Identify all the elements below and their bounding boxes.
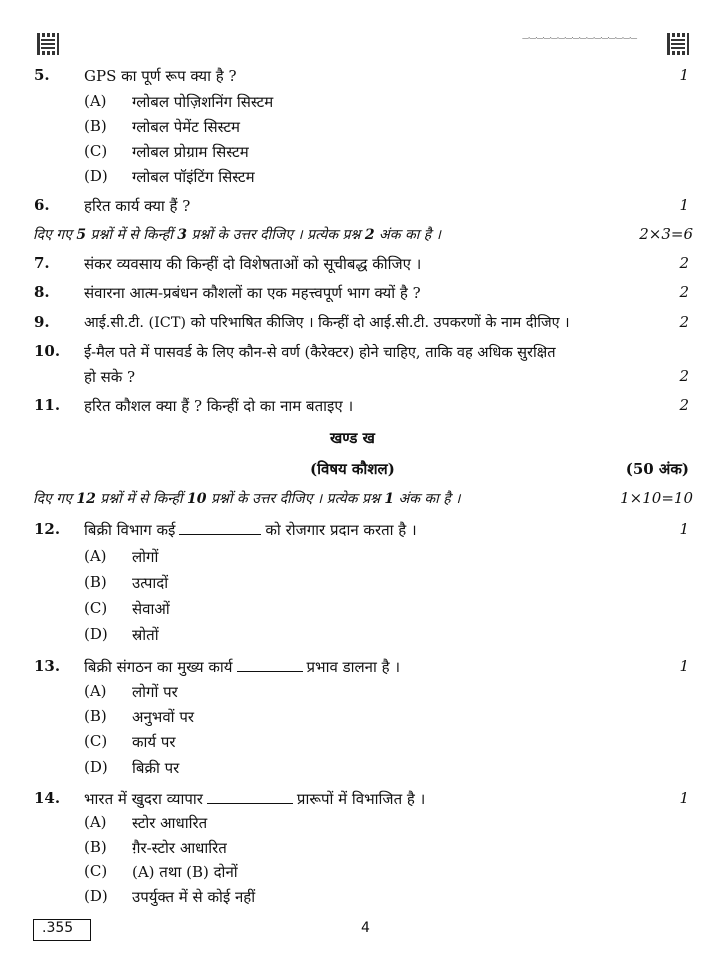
- question-text: GPS का पूर्ण रूप क्या है ?: [84, 67, 237, 85]
- page-number: 4: [361, 920, 370, 936]
- question-number: 14.: [34, 789, 61, 807]
- option-text: ग्लोबल पॉइंटिंग सिस्टम: [132, 168, 255, 186]
- option-text: लोगों पर: [132, 683, 178, 701]
- header-strip: —·—·—·—·—·—·—·—·—·—·—·—·—·—·—·—: [522, 34, 637, 42]
- question-marks: 2: [679, 396, 689, 414]
- option-text: स्टोर आधारित: [132, 814, 208, 832]
- option-text: कार्य पर: [132, 733, 176, 751]
- option-label: (D): [84, 887, 108, 905]
- question-text: बिक्री संगठन का मुख्य कार्य प्रभाव डालना है ।: [84, 658, 401, 676]
- option-label: (C): [84, 142, 108, 160]
- option-text: ग्लोबल पेमेंट सिस्टम: [132, 118, 240, 136]
- answer-blank: [179, 533, 261, 535]
- option-text: लोगों: [132, 548, 159, 566]
- question-marks: 2: [679, 313, 689, 331]
- option-label: (A): [84, 813, 107, 831]
- question-marks: 1: [679, 657, 689, 675]
- section-instruction: दिए गए 12 प्रश्नों में से किन्हीं 10 प्रश्नों के उत्तर दीजिए । प्रत्येक प्रश्न 1 अंक का है ।: [33, 491, 461, 507]
- question-marks: 2: [679, 367, 689, 385]
- question-marks: 1: [679, 789, 689, 807]
- option-label: (C): [84, 862, 108, 880]
- option-text: ग्लोबल पोज़िशनिंग सिस्टम: [132, 93, 274, 111]
- option-text: बिक्री पर: [132, 759, 180, 777]
- option-label: (B): [84, 838, 107, 856]
- option-label: (A): [84, 682, 107, 700]
- paper-code: .355: [42, 920, 74, 936]
- option-text: (A) तथा (B) दोनों: [132, 863, 238, 881]
- question-text: भारत में खुदरा व्यापार प्रारूपों में विभाजित है ।: [84, 790, 426, 808]
- question-number: 13.: [34, 657, 61, 675]
- section-instruction: दिए गए 5 प्रश्नों में से किन्हीं 3 प्रश्नों के उत्तर दीजिए । प्रत्येक प्रश्न 2 अंक का है ।: [33, 227, 441, 243]
- option-label: (C): [84, 732, 108, 750]
- question-marks: 2: [679, 254, 689, 272]
- option-label: (C): [84, 599, 108, 617]
- question-number: 6.: [34, 196, 50, 214]
- question-marks: 1: [679, 520, 689, 538]
- section-marks: (50 अंक): [625, 460, 689, 478]
- option-label: (A): [84, 92, 107, 110]
- answer-blank: [207, 802, 293, 804]
- question-text-line2: हो सके ?: [84, 368, 136, 386]
- qr-code-right-icon: [667, 33, 689, 55]
- option-text: स्रोतों: [132, 626, 159, 644]
- question-number: 7.: [34, 254, 50, 272]
- option-text: ग्लोबल प्रोग्राम सिस्टम: [132, 143, 249, 161]
- option-label: (D): [84, 758, 108, 776]
- qr-code-left-icon: [37, 33, 59, 55]
- option-text: सेवाओं: [132, 600, 170, 618]
- question-number: 11.: [34, 396, 61, 414]
- option-label: (A): [84, 547, 107, 565]
- question-number: 5.: [34, 66, 50, 84]
- question-text: आई.सी.टी. (ICT) को परिभाषित कीजिए । किन्हीं दो आई.सी.टी. उपकरणों के नाम दीजिए ।: [84, 315, 570, 331]
- question-number: 12.: [34, 520, 61, 538]
- option-text: अनुभवों पर: [132, 708, 194, 726]
- option-text: उत्पादों: [132, 574, 169, 592]
- question-text: हरित कार्य क्या हैं ?: [84, 197, 191, 215]
- option-text: उपर्युक्त में से कोई नहीं: [132, 888, 256, 906]
- question-marks: 2: [679, 283, 689, 301]
- instruction-marks: 2×3=6: [639, 225, 693, 243]
- answer-blank: [237, 670, 303, 672]
- option-label: (D): [84, 625, 108, 643]
- question-number: 10.: [34, 342, 61, 360]
- option-label: (B): [84, 117, 107, 135]
- question-text: बिक्री विभाग कई को रोजगार प्रदान करता है ।: [84, 521, 417, 539]
- option-label: (B): [84, 573, 107, 591]
- question-text: संकर व्यवसाय की किन्हीं दो विशेषताओं को सूचीबद्ध कीजिए ।: [84, 255, 422, 273]
- section-subtitle: (विषय कौशल): [310, 460, 395, 478]
- question-marks: 1: [679, 196, 689, 214]
- question-text-line1: ई-मैल पते में पासवर्ड के लिए कौन-से वर्ण (कैरेक्टर) होने चाहिए, ताकि वह अधिक सुरक्षित: [84, 344, 556, 361]
- instruction-marks: 1×10=10: [620, 489, 693, 507]
- question-marks: 1: [679, 66, 689, 84]
- option-text: ग़ैर-स्टोर आधारित: [132, 839, 227, 857]
- option-label: (D): [84, 167, 108, 185]
- option-label: (B): [84, 707, 107, 725]
- question-number: 8.: [34, 283, 50, 301]
- section-title: खण्ड ख: [330, 429, 375, 447]
- question-text: हरित कौशल क्या हैं ? किन्हीं दो का नाम बताइए ।: [84, 397, 354, 415]
- question-text: संवारना आत्म-प्रबंधन कौशलों का एक महत्त्वपूर्ण भाग क्यों है ?: [84, 284, 421, 302]
- question-number: 9.: [34, 313, 50, 331]
